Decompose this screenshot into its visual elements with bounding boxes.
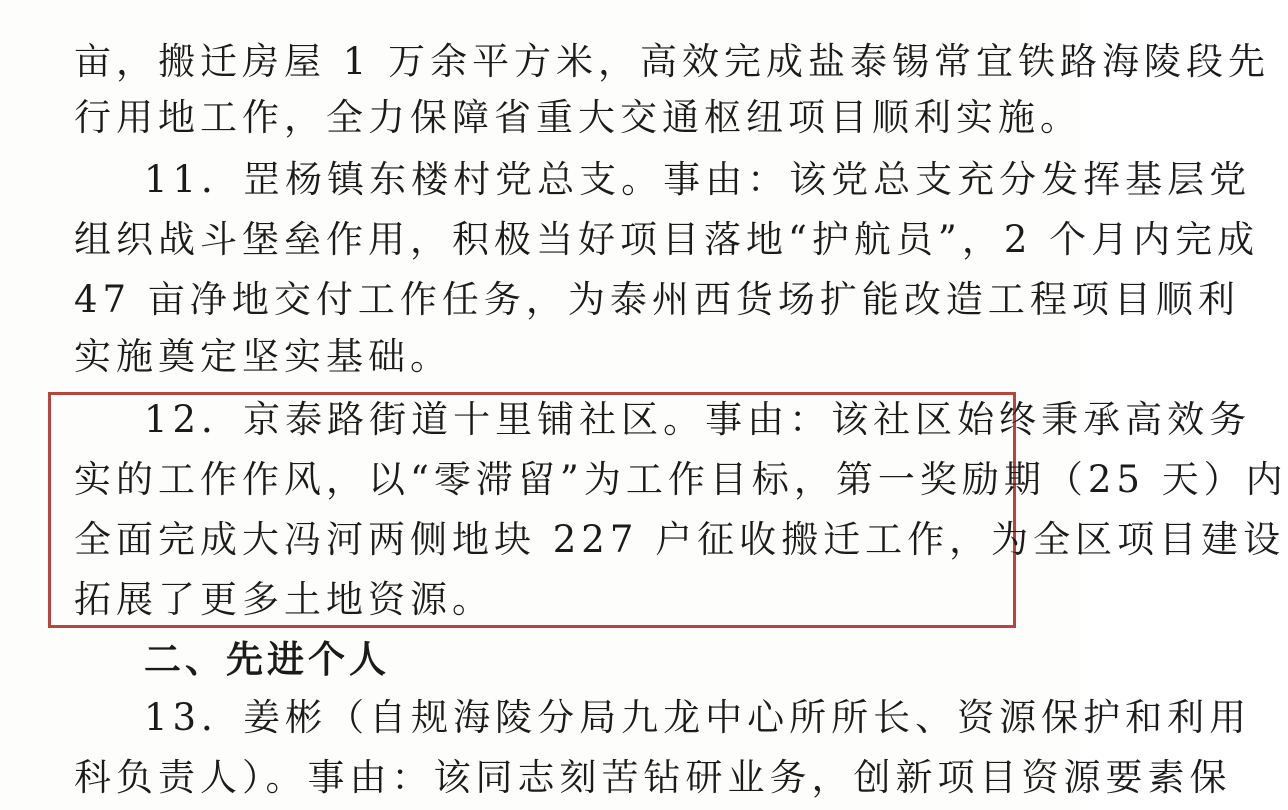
text-line-2: 行用地工作，全力保障省重大交通枢纽项目顺利实施。	[74, 96, 1082, 139]
text-line-1: 亩，搬迁房屋 1 万余平方米，高效完成盐泰锡常宜铁路海陵段先	[74, 40, 1271, 83]
text-line-13: 科负责人）。事由：该同志刻苦钻研业务，创新项目资源要素保	[74, 756, 1232, 799]
text-line-5: 47 亩净地交付工作任务，为泰州西货场扩能改造工程项目顺利	[74, 278, 1240, 321]
item-13-heading: 13．姜彬（自规海陵分局九龙中心所所长、资源保护和利用	[144, 696, 1252, 739]
text-line-8: 实的工作作风，以“零滞留”为工作目标，第一奖励期（25 天）内	[74, 458, 1288, 501]
text-line-10: 拓展了更多土地资源。	[74, 578, 494, 621]
text-line-4: 组织战斗堡垒作用，积极当好项目落地“护航员”，2 个月内完成	[74, 218, 1260, 261]
item-11-heading: 11．罡杨镇东楼村党总支。事由：该党总支充分发挥基层党	[144, 158, 1252, 201]
text-line-6: 实施奠定坚实基础。	[74, 335, 452, 378]
text-line-9: 全面完成大冯河两侧地块 227 户征收搬迁工作，为全区项目建设	[74, 518, 1286, 561]
section-heading-advanced-individuals: 二、先进个人	[144, 638, 390, 681]
item-12-heading: 12．京泰路街道十里铺社区。事由：该社区始终秉承高效务	[144, 398, 1252, 441]
